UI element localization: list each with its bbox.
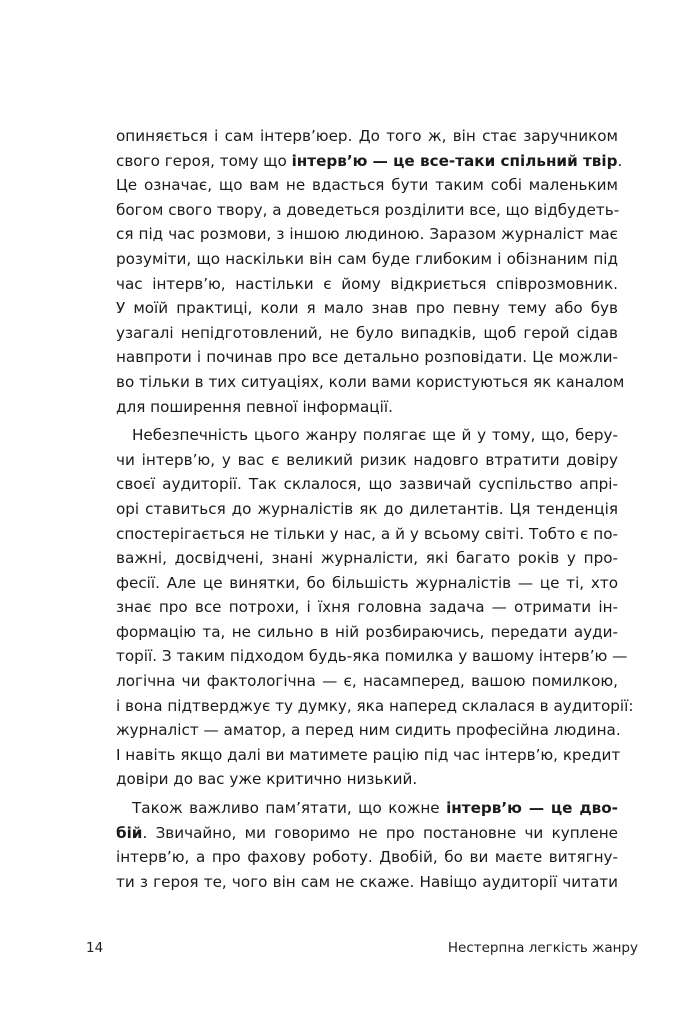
text-run: ся під час розмови, з іншою людиною. Заразом журналіст має [116, 225, 618, 244]
text-line [116, 198, 618, 223]
text-run: У моїй практиці, коли я мало знав про певну тему або був [116, 299, 618, 318]
paragraph [116, 423, 634, 792]
text-run: важні, досвідчені, знані журналісти, які багато років у про- [116, 549, 618, 568]
text-line [116, 767, 618, 792]
text-line [116, 497, 618, 522]
text-run: опиняється і сам інтерв’юер. До того ж, він стає заручником [116, 127, 618, 145]
text-line [116, 395, 618, 420]
text-run: знає про все потрохи, і їхня головна задача — отримати ін- [116, 598, 618, 617]
text-line [116, 870, 618, 895]
text-run: і вона підтверджує ту думку, яка наперед склалася в аудиторії: [116, 696, 634, 715]
text-run: журналіст — аматор, а перед ним сидить професійна людина. [116, 721, 621, 740]
text-line [116, 571, 618, 596]
text-run: торії. З таким підходом будь-яка помилка у вашому інтерв’ю — [116, 647, 628, 666]
text-run: для поширення певної інформації. [116, 397, 393, 416]
text-line [116, 620, 618, 645]
text-run: чи інтерв’ю, у вас є великий ризик надовго втратити довіру [116, 450, 618, 469]
text-run: розуміти, що наскільки він сам буде глибоким і обізнаним під [116, 249, 618, 268]
text-line [116, 321, 618, 346]
text-run: формацію та, не сильно в ній розбираючись, передати ауди- [116, 622, 618, 641]
text-line [116, 743, 621, 768]
text-line [116, 173, 618, 198]
paragraph [116, 796, 618, 894]
text-run: . Звичайно, ми говоримо не про постановне чи куплене [142, 823, 618, 842]
text-line [116, 423, 618, 448]
bold-phrase: інтерв’ю — це все-таки спільний твір [291, 151, 618, 170]
text-line [116, 296, 618, 321]
text-line [116, 222, 618, 247]
text-run: Також важливо пам’ятати, що кожне [132, 799, 447, 818]
page-number: 14 [86, 940, 104, 956]
body-text [116, 124, 634, 894]
running-title: Нестерпна легкість жанру [447, 940, 638, 956]
text-run: свого героя, тому що [116, 151, 292, 170]
text-line [116, 247, 618, 272]
text-run: навпроти і починав про все детально розповідати. Це можли- [116, 348, 618, 367]
text-run: фесії. Але це винятки, бо більшість журналістів — це ті, хто [116, 573, 618, 592]
text-line [116, 448, 618, 473]
text-run: І навіть якщо далі ви матимете рацію під час інтерв’ю, кредит [116, 745, 621, 764]
text-run: ти з героя те, чого він сам не скаже. Навіщо аудиторії читати [116, 872, 618, 891]
bold-phrase: бій [116, 823, 143, 842]
text-run: орі ставиться до журналістів як до дилетантів. Ця тенденція [116, 499, 618, 518]
bold-phrase: інтерв’ю — це дво- [446, 799, 618, 818]
text-run: спостерігається не тільки у нас, а й у всьому світі. Тобто є по- [116, 524, 618, 543]
text-run: своєї аудиторії. Так склалося, що зазвичай суспільство апрі- [116, 475, 618, 494]
text-line [116, 821, 618, 846]
text-run: час інтерв’ю, настільки є йому відкриється співрозмовник. [116, 274, 618, 293]
text-run: . [617, 151, 623, 170]
text-run: богом свого твору, а доведеться розділити все, що відбудеть- [116, 200, 620, 219]
text-line [116, 669, 618, 694]
text-line [116, 370, 625, 395]
text-run: узагалі непідготовлений, не було випадків, щоб герой сідав [116, 323, 618, 342]
text-line [116, 718, 621, 743]
paragraph [116, 124, 625, 419]
text-line [116, 472, 618, 497]
text-line [116, 694, 634, 719]
text-run: інтерв’ю, а про фахову роботу. Двобій, бо ви маєте витягну- [116, 848, 618, 867]
text-run: Це означає, що вам не вдасться бути таким собі маленьким [116, 176, 618, 195]
text-run: во тільки в тих ситуаціях, коли вами користуються як каналом [116, 372, 625, 391]
text-line [116, 272, 618, 297]
text-line [116, 345, 618, 370]
text-line [116, 644, 628, 669]
text-line [116, 546, 618, 571]
text-line [116, 796, 618, 821]
text-line [116, 522, 618, 547]
text-line [116, 149, 623, 174]
text-line [116, 124, 618, 149]
text-run: довіри до вас уже критично низький. [116, 770, 418, 789]
text-run: логічна чи фактологічна — є, насамперед, вашою помилкою, [116, 672, 618, 691]
text-line [116, 595, 618, 620]
text-line [116, 845, 618, 870]
text-run: Небезпечність цього жанру полягає ще й у тому, що, беру- [132, 426, 618, 445]
